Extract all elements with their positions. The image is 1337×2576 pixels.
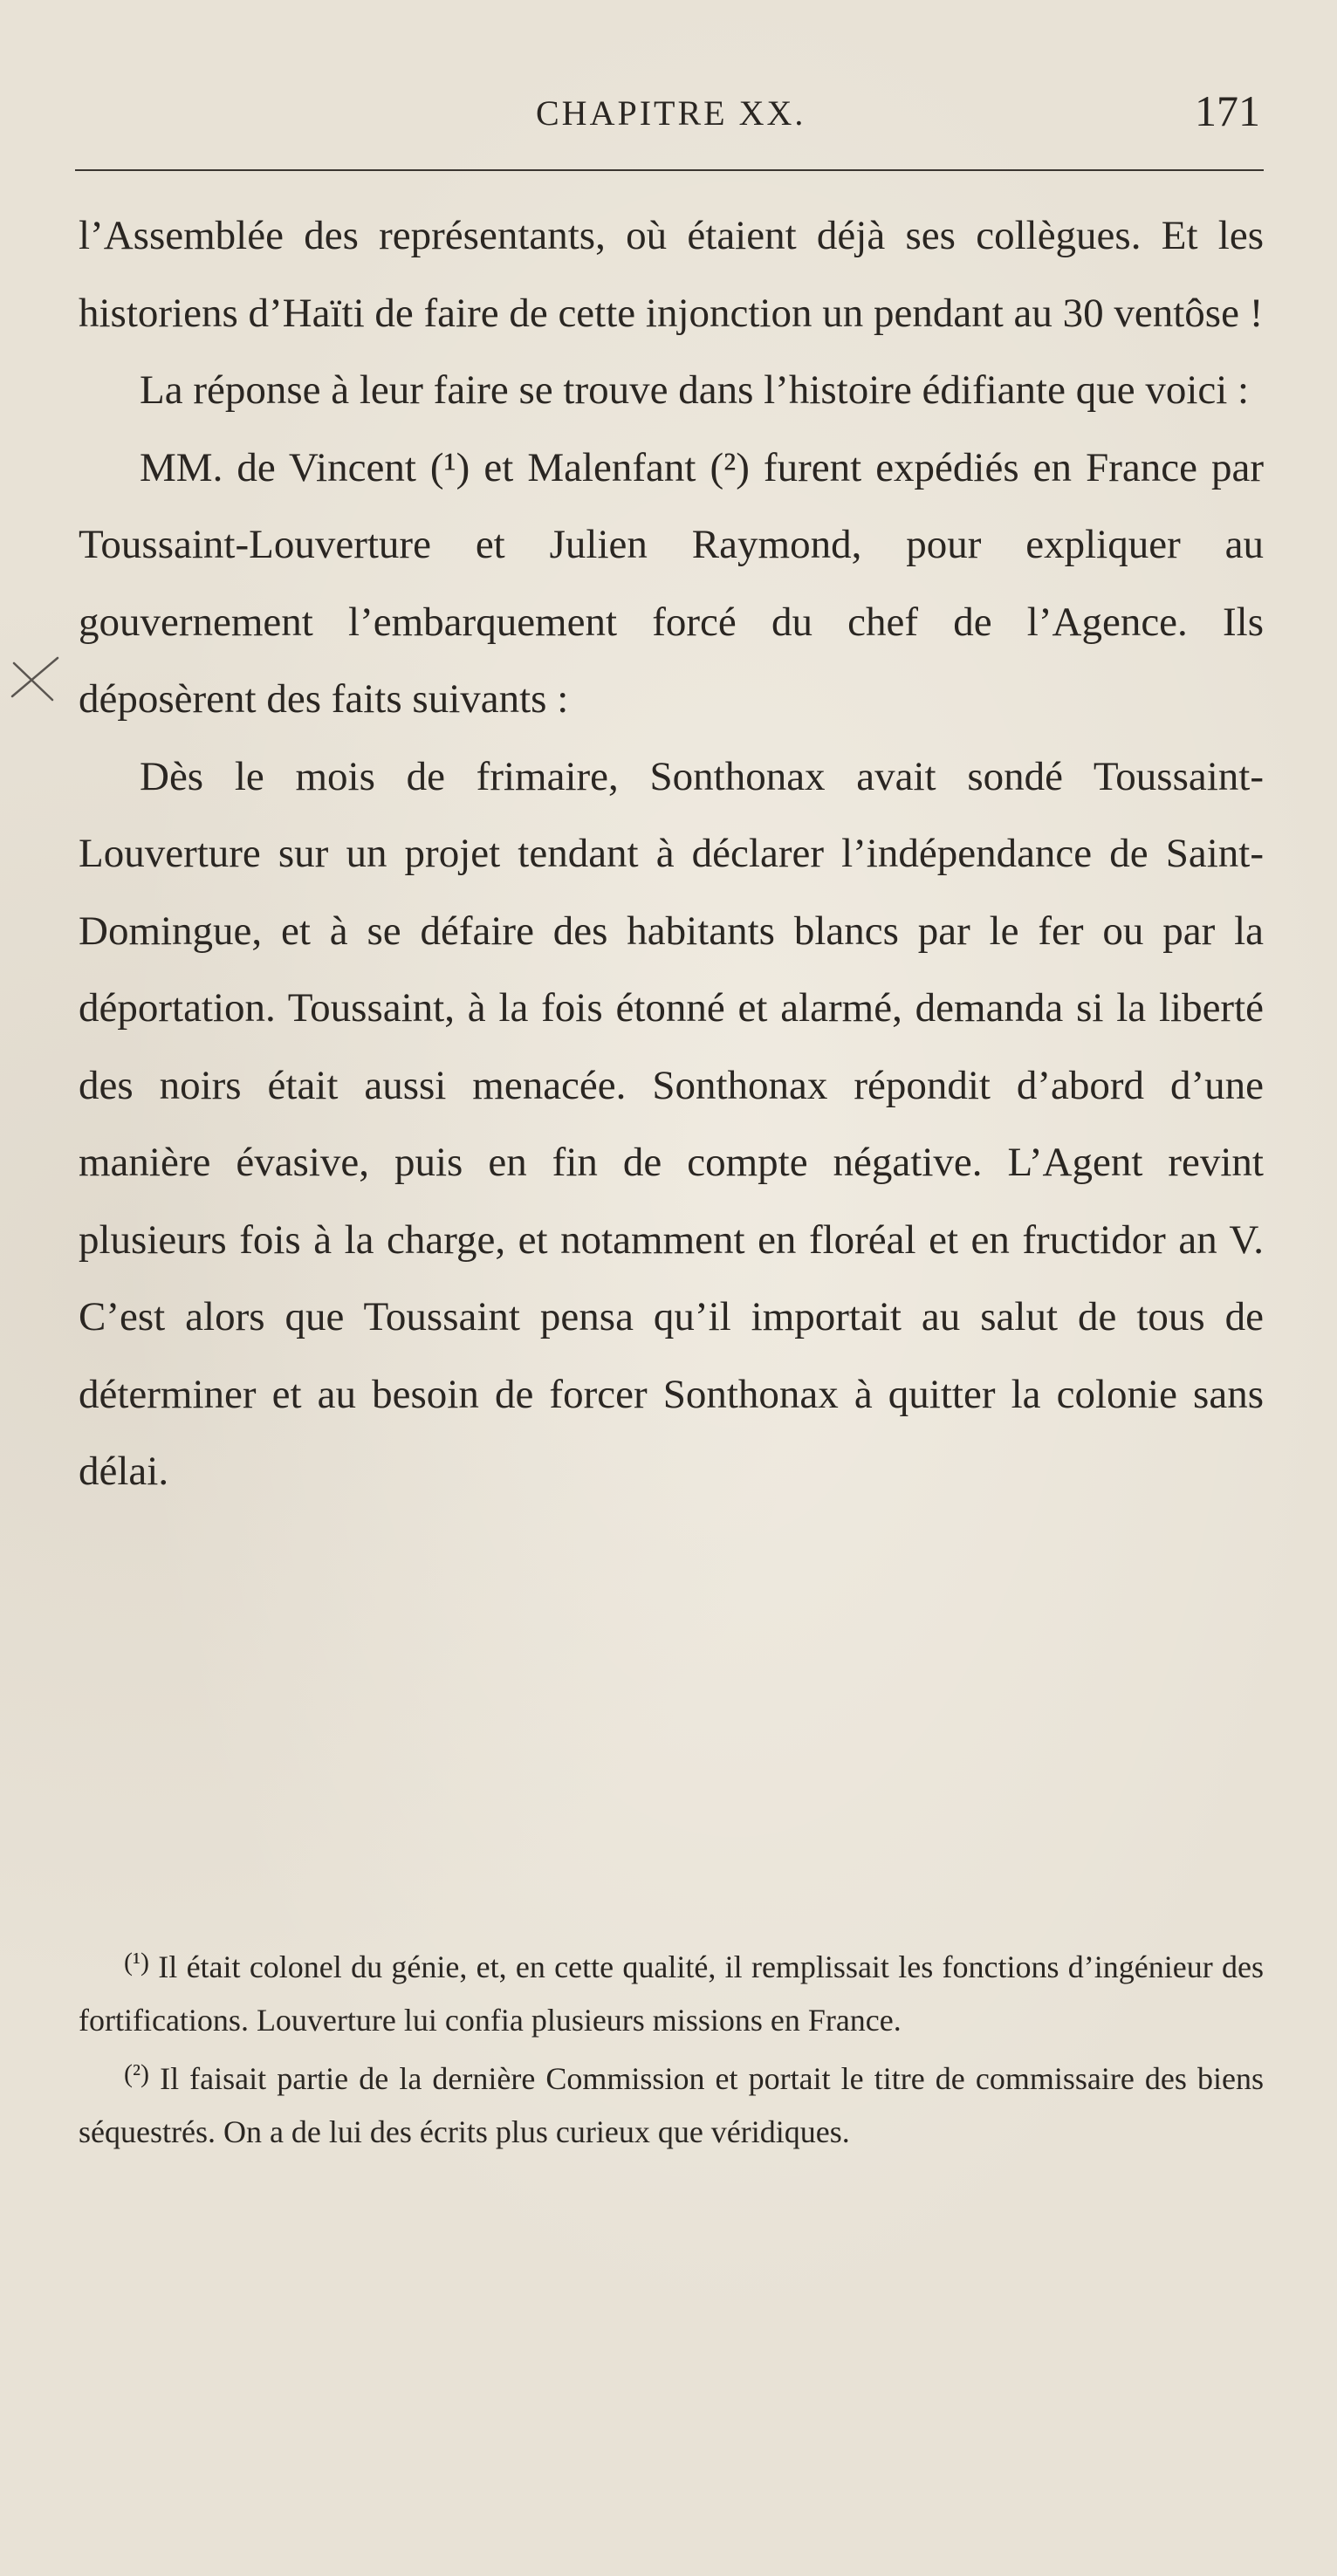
footnote-mark: (¹)	[124, 1948, 149, 1977]
paragraph: l’Assemblée des représentants, où étaient déjà ses collègues. Et les historiens d’Haïti de faire de cette injonction un pendant au 30 ventôse !	[79, 213, 1264, 336]
page-header	[75, 77, 1264, 155]
footnote-mark: (²)	[124, 2059, 149, 2088]
paragraph: La réponse à leur faire se trouve dans l’histoire édifiante que voici :	[140, 367, 1250, 413]
footnote	[79, 1935, 1264, 2047]
footnote	[79, 2047, 1264, 2159]
footnote-text: Il faisait partie de la dernière Commission et portait le titre de commissaire des biens séquestrés. On a de lui des écrits plus curieux que véridiques.	[79, 2061, 1264, 2149]
paragraph: MM. de Vincent (¹) et Malenfant (²) furent expédiés en France par Toussaint-Louverture et Julien Raymond, pour expliquer au gouvernement l’embarquement forcé du chef de l’Agence. Ils déposèrent des faits suivants :	[79, 444, 1264, 722]
header-rule	[75, 169, 1264, 171]
footnote-text: Il était colonel du génie, et, en cette qualité, il remplissait les fonctions d’ingénieur des fortifications. Louverture lui confia plusieurs missions en France.	[79, 1949, 1265, 2038]
paragraph: Dès le mois de frimaire, Sonthonax avait sondé Toussaint-Louverture sur un projet tendant à déclarer l’indépendance de Saint-Domingue, et à se défaire des habitants blancs par le fer ou par la déportation. Toussaint, à la fois étonné et alarmé, demanda si la liberté des noirs était aussi menacée. Sonthonax répondit d’abord d’une manière évasive, puis en fin de compte négative. L’Agent revint plusieurs fois à la charge, et notamment en floréal et en fructidor an V. C’est alors que Toussaint pensa qu’il importait au salut de tous de déterminer et au besoin de forcer Sonthonax à quitter la colonie sans délai.	[79, 753, 1264, 1494]
page-number: 171	[1195, 86, 1260, 135]
running-head: CHAPITRE XX.	[536, 93, 806, 133]
body-text	[79, 197, 1264, 1511]
handwritten-cross-mark	[7, 646, 68, 716]
footnotes	[79, 1935, 1264, 2159]
